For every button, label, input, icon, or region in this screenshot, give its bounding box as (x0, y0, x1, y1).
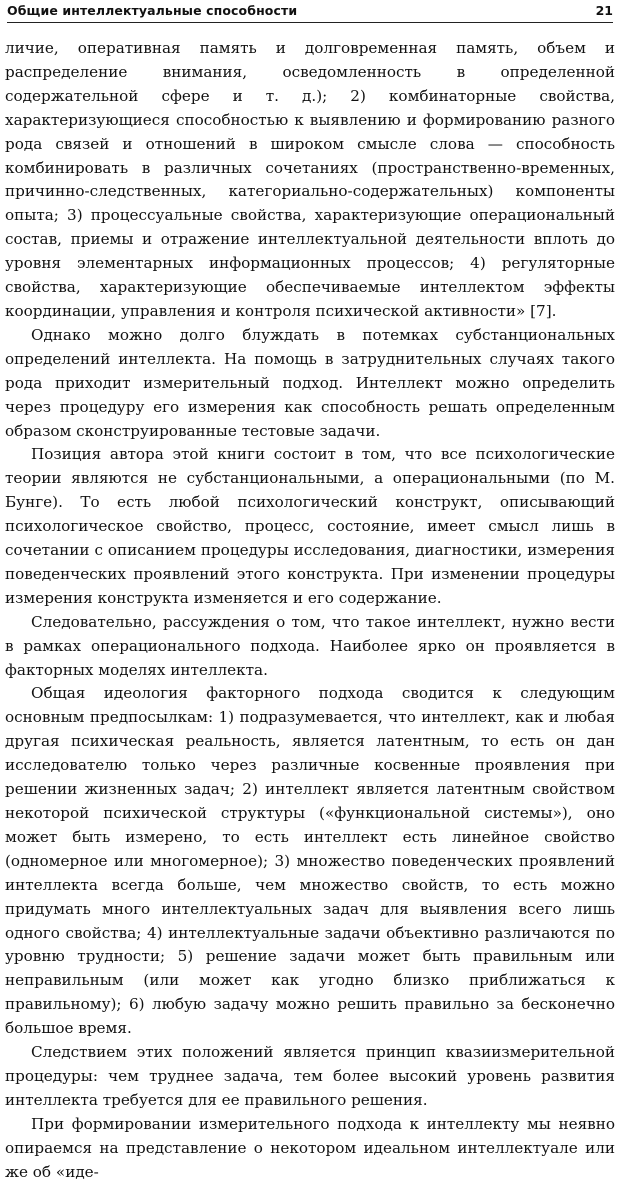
page-number: 21 (595, 3, 613, 18)
paragraph: Позиция автора этой книги состоит в том, что все психологические теории являются не субстанциональными, а операциональными (по М. Бунге). То есть любой психологический конструкт, описывающий психологическое свойство, процесс, состояние, имеет смысл лишь в сочетании с описанием процедуры исследования, диагностики, измерения поведенческих проявлений этого конструкта. При изменении процедуры измерения конструкта изменяется и его содержание. (5, 445, 615, 607)
paragraph: Следствием этих положений является принцип квазиизмерительной процедуры: чем труднее задача, тем более высокий уровень развития интеллекта требуется для ее правильного решения. (5, 1043, 615, 1109)
paragraph: При формировании измерительного подхода к интеллекту мы неявно опираемся на представление о некотором идеальном интеллектуале или же об «иде- (5, 1114, 615, 1181)
paragraph: Общая идеология факторного подхода сводится к следующим основным предпосылкам: 1) подразумевается, что интеллект, как и любая другая психическая реальность, является латентным, то есть он дан исследователю только через различные косвенные проявления при решении жизненных задач; 2) интеллект является латентным свойством некоторой психической структуры («функциональной системы»), оно может быть измерено, то есть интеллект есть линейное свойство (одномерное или многомерное); 3) множество поведенческих проявлений интеллекта всегда больше, чем множество свойств, то есть можно придумать много интеллектуальных задач для выявления всего лишь одного свойства; 4) интеллектуальные задачи объективно различаются по уровню трудности; 5) решение задачи может быть правильным или неправильным (или может как угодно близко приближаться к правильному); 6) любую задачу можно решить правильно за бесконечно большое время. (5, 684, 615, 1038)
body-text (5, 37, 615, 1185)
paragraph: Следовательно, рассуждения о том, что такое интеллект, нужно вести в рамках операционального подхода. Наиболее ярко он проявляется в факторных моделях интеллекта. (5, 612, 615, 679)
header-title: Общие интеллектуальные способности (7, 3, 298, 18)
running-header (7, 0, 613, 23)
paragraph: Однако можно долго блуждать в потемках субстанциональных определений интеллекта. На помощь в затруднительных случаях такого рода приходит измерительный подход. Интеллект можно определить через процедуру его измерения как способность решать определенным образом сконструированные тестовые задачи. (5, 325, 615, 440)
paragraph-continuation: личие, оперативная память и долговременная память, объем и распределение внимания, осведомленность в определенной содержательной сфере и т. д.); 2) комбинаторные свойства, характеризующиеся способностью к выявлению и формированию разного рода связей и отношений в широком смысле слова — способность комбинировать в различных сочетаниях (пространственно-временных, причинно-следственных, категориально-содержательных) компоненты опыта; 3) процессуальные свойства, характеризующие операциональный состав, приемы и отражение интеллектуальной деятельности вплоть до уровня элементарных информационных процессов; 4) регуляторные свойства, характеризующие обеспечиваемые интеллектом эффекты координации, управления и контроля психической активности» [7]. (5, 39, 615, 320)
